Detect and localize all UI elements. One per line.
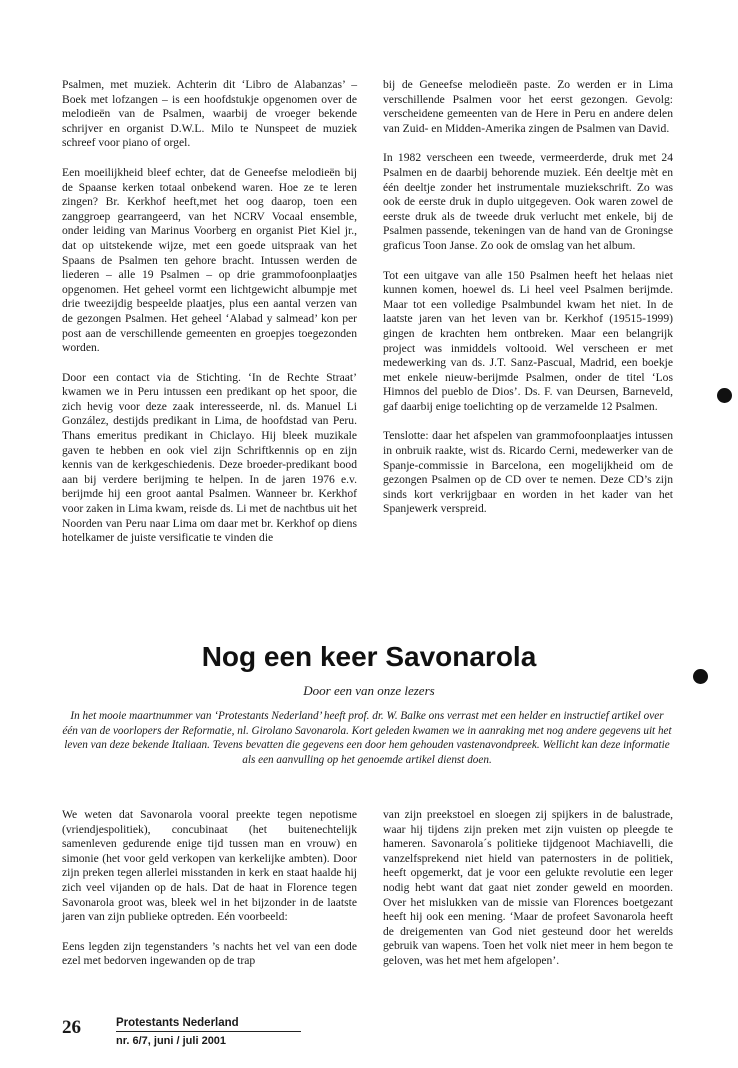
page-number: 26	[62, 1017, 81, 1038]
article1-paragraph: Tenslotte: daar het afspelen van grammofoonplaatjes intussen in onbruik raakte, wist ds. Ricardo Cerni, medewerker van de Spanje-commissie in Barcelona, een mogelijkheid om de gezongen Psalmen op de CD over te nemen. Deze CD’s zijn sinds kort verkrijgbaar en worden in het kader van het Spanjewerk verspreid.	[383, 429, 673, 516]
article2-title: Nog een keer Savonarola	[201, 641, 537, 672]
issue-info: nr. 6/7, juni / juli 2001	[116, 1035, 227, 1047]
article1-paragraph: In 1982 verscheen een tweede, vermeerderde, druk met 24 Psalmen en de daarbij behorende muziek. Eén deeltje mèt en één deeltje zonder het instrumentale muziekschrift. Zo was ook de eerste druk in duplo uitgegeven. Ook waren zowel de eerste druk als de tweede druk verlucht met enkele, bij de Psalmen passende, tekeningen van de hand van de Groningse graficus Toon Janse. Zo ook de omslag van het album.	[383, 151, 673, 252]
article2-right-column	[383, 808, 673, 984]
article1-paragraph: Psalmen, met muziek. Achterin dit ‘Libro de Alabanzas’ – Boek met lofzangen – is een hoofdstukje opgenomen over de melodieën van de Psalmen, waarbij de vroeger bekende schrijver en organist D.W.L. Milo te Nunspeet de muziek schreef voor piano of orgel.	[62, 78, 357, 150]
article1-left-column	[62, 78, 357, 561]
footer-divider	[116, 1031, 301, 1032]
article2-left-column	[62, 808, 357, 984]
article2-paragraph: van zijn preekstoel en sloegen zij spijkers in de balustrade, waar hij tijdens zijn preken met zijn vuisten op pleegde te hameren. Savonarola´s politieke tijdgenoot Machiavelli, die vanzelfsprekend niet hield van paternosters in de politiek, heeft opgemerkt, dat je voor een gelukte revolutie een leger nodig hebt want dat gaat niet zonder geweld en moorden. Over het mislukken van de missie van Florences boetgezant heeft hij ook een mening. ‘Maar de profeet Savonarola heeft de dreigementen van God niet gesteund door het werelds gebruik van wapens. Toen het volk niet meer in hem begon te geloven, was het met hem afgelopen’.	[383, 808, 673, 967]
article2-paragraph: Eens legden zijn tegenstanders ’s nachts het vel van een dode ezel met bedorven ingewanden op de trap	[62, 939, 357, 968]
article2-intro: In het mooie maartnummer van ‘Protestants Nederland’ heeft prof. dr. W. Balke ons verrast met een helder en instructief artikel over één van de voorlopers der Reformatie, nl. Girolano Savonarola. Kort geleden kwamen we in aanraking met nog andere gegevens uit het leven van deze bekende Italiaan. Tevens bevatten die gegevens een door hem gehouden vastenavondpreek. Wellicht kan deze informatie als een aanvulling op het genoemde artikel dienst doen.	[62, 710, 672, 766]
article1-paragraph: bij de Geneefse melodieën paste. Zo werden er in Lima verschillende Psalmen voor het eerst gezongen. Gevolg: verscheidene gemeenten van de Here in Peru en andere delen van Zuid- en Midden-Amerika zingen de Psalmen van David.	[383, 78, 673, 135]
article1-paragraph: Door een contact via de Stichting. ‘In de Rechte Straat’ kwamen we in Peru intussen een predikant op het spoor, die zich hevig voor deze zaak interesseerde, nl. ds. Manuel Li González, destijds predikant in Lima, de hoofdstad van Peru. Thans emeritus predikant in Chiclayo. Hij bleek muzikale gaven te hebben en ook viel zijn Schriftkennis op en zijn kennis van de kerkgeschiedenis. Deze broeder-predikant bood aan bij verdere berijming te helpen. In de jaren 1976 e.v. berijmde hij een groot aantal Psalmen. Wanneer br. Kerkhof voor zaken in Lima kwam, reisde ds. Li met de nachtbus uit het Noorden van Peru naar Lima om daar met br. Kerkhof op diens hotelkamer de juiste versificatie te vinden die	[62, 370, 357, 545]
article2-paragraph: We weten dat Savonarola vooral preekte tegen nepotisme (vriendjespolitiek), concubinaat (het buitenechtelijk samenleven gedurende enige tijd tussen man en vrouw) en simonie (het voor geld verkopen van kerkelijke ambten). Door zijn preken tegen allerlei misstanden in kerk en staat haalde hij zich veel vijanden op de hals. Dat de haat in Florence tegen Savonarola groot was, bleek wel in het bijzonder in de laatste jaren van zijn publieke optreden. Eén voorbeeld:	[62, 808, 357, 924]
article1-paragraph: Tot een uitgave van alle 150 Psalmen heeft het helaas niet kunnen komen, hoewel ds. Li heel veel Psalmen berijmde. Maar tot een volledige Psalmbundel kwam het niet. In de laatste jaren van het leven van br. Kerkhof (19515-1999) gingen de krachten hem ontbreken. Maar een belangrijk project was inmiddels voltooid. Wel verscheen er met medewerking van ds. J.T. Sanz-Pascual, Madrid, een boekje met enkele nieuw-berijmde Psalmen, onder de titel ‘Los Himnos del pueblo de Dios’. Ds. F. van Deursen, Barneveld, gaf daarbij enige toelichting op de verzamelde 12 Psalmen.	[383, 268, 673, 413]
journal-name: Protestants Nederland	[116, 1017, 239, 1029]
article2-byline: Door een van onze lezers	[303, 683, 435, 698]
article1-paragraph: Een moeilijkheid bleef echter, dat de Geneefse melodieën bij de Spaanse kerken totaal onbekend waren. Hoe ze te leren zingen? Br. Kerkhof heeft,met het oog daarop, toen een zanggroep gearrangeerd, van het NCRV Vocaal ensemble, onder leiding van Marinus Voorberg en organist Piet Kiel jr., dat op uitstekende wijze, met een goede uitspraak van het Spaans de Psalmen ten gehore bracht. Intussen werden de liederen – alle 19 Psalmen – op drie grammofoonplaatjes opgenomen. Het geheel vormt een lichtgewicht albumpje met drie tweezijdig bespeelde plaatjes, plus een aantal verzen van de gezongen Psalmen. Het geheel ‘Alabad y salmead’ kon per post aan de verschillende gemeenten en groepjes toegezonden worden.	[62, 165, 357, 355]
article1-right-column	[383, 78, 673, 532]
margin-dot-mark	[717, 388, 732, 403]
